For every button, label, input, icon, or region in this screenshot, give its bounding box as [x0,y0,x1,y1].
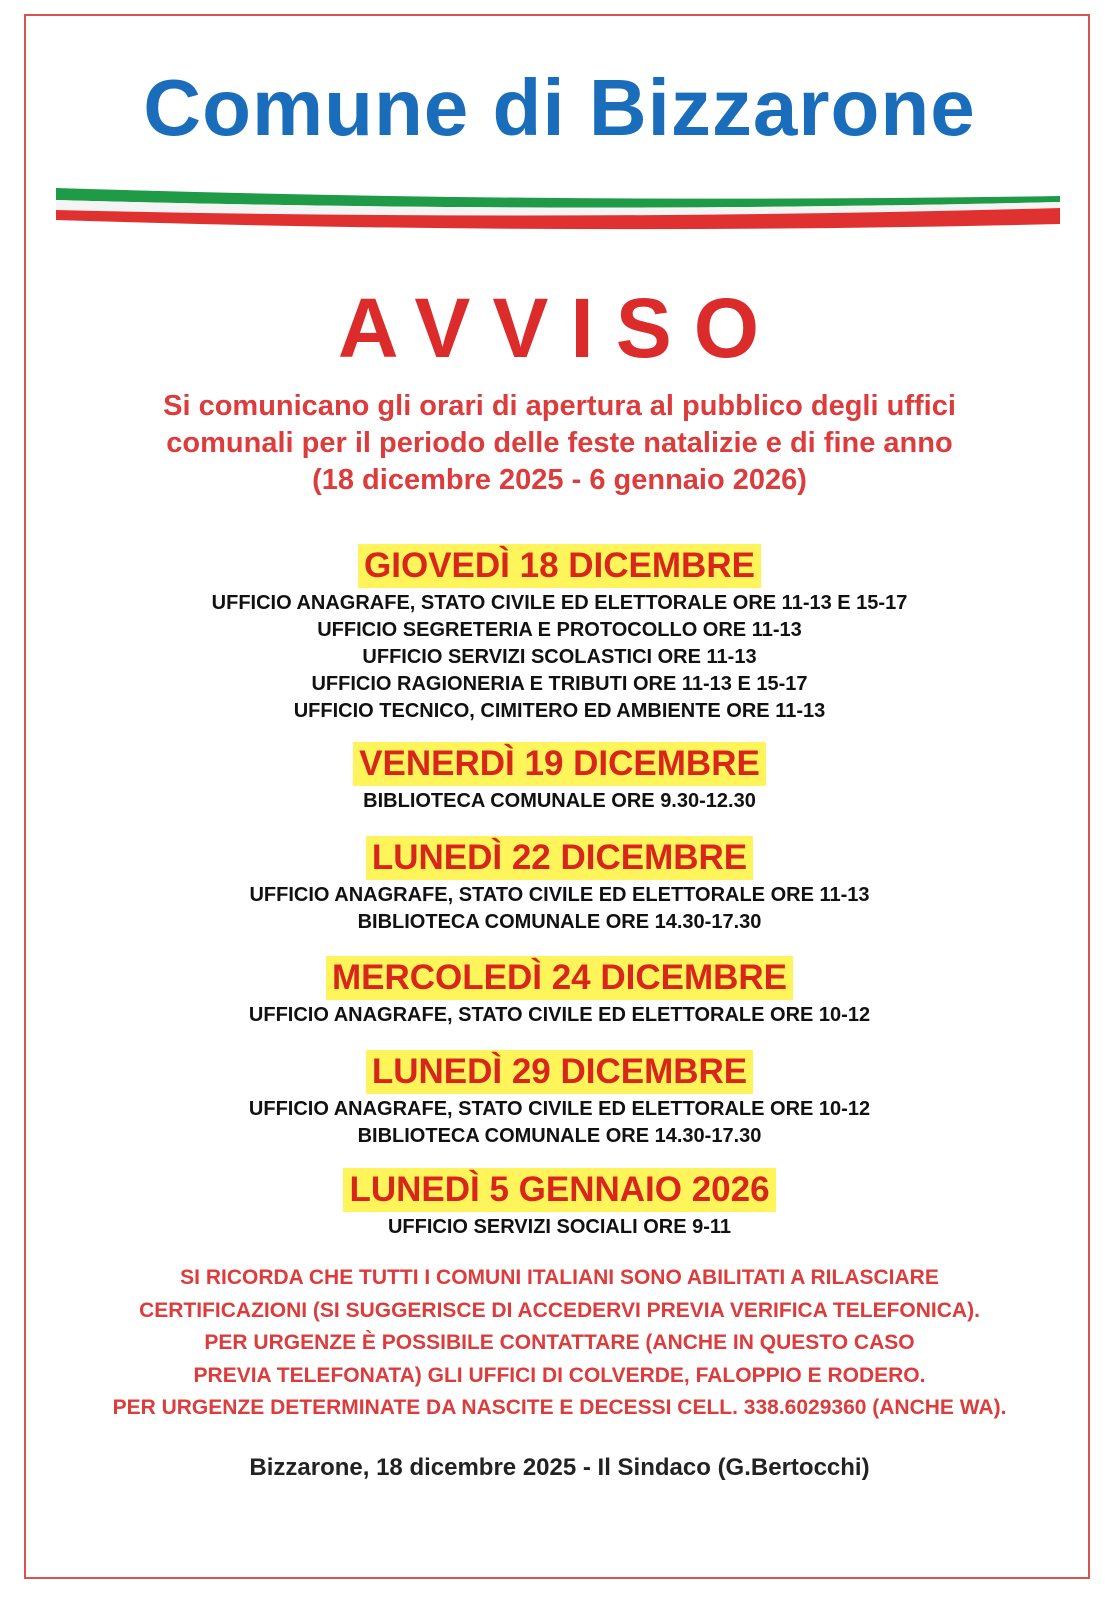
schedule-block-lunedi-29 [0,1050,1119,1150]
schedule-block-lunedi-22 [0,836,1119,936]
schedule-day-heading: MERCOLEDÌ 24 DICEMBRE [326,956,793,1000]
notice-line: CERTIFICAZIONI (SI SUGGERISCE DI ACCEDERVI PREVIA VERIFICA TELEFONICA). [139,1298,980,1322]
schedule-block-lunedi-5-gennaio [0,1168,1119,1241]
schedule-line: UFFICIO ANAGRAFE, STATO CIVILE ED ELETTORALE ORE 10-12 [248,1004,871,1026]
schedule-lines [0,590,1119,725]
schedule-block-giovedi-18 [0,544,1119,725]
notice-line: SI RICORDA CHE TUTTI I COMUNI ITALIANI SONO ABILITATI A RILASCIARE [180,1266,939,1289]
schedule-block-mercoledi-24 [0,956,1119,1029]
schedule-line: UFFICIO TECNICO, CIMITERO ED AMBIENTE ORE 11-13 [293,700,826,722]
schedule-line: BIBLIOTECA COMUNALE ORE 14.30-17.30 [357,1125,762,1147]
schedule-line: UFFICIO SERVIZI SCOLASTICI ORE 11-13 [362,646,757,668]
schedule-day-heading: LUNEDÌ 22 DICEMBRE [366,836,753,880]
schedule-lines [0,1002,1119,1029]
schedule-line: BIBLIOTECA COMUNALE ORE 9.30-12.30 [363,790,756,812]
schedule-line: UFFICIO ANAGRAFE, STATO CIVILE ED ELETTORALE ORE 11-13 E 15-17 [211,592,908,614]
intro-line: comunali per il periodo delle feste natalizie e di fine anno [166,427,953,459]
notice-line: PER URGENZE DETERMINATE DA NASCITE E DECESSI CELL. 338.6029360 (ANCHE WA). [112,1396,1007,1419]
italian-flag-ribbon [56,180,1060,240]
notice-line: PREVIA TELEFONATA) GLI UFFICI DI COLVERDE, FALOPPIO E RODERO. [193,1363,926,1387]
notice-text [40,1262,1079,1425]
notice-line: PER URGENZE È POSSIBILE CONTATTARE (ANCHE IN QUESTO CASO [204,1331,915,1354]
schedule-lines [0,1096,1119,1150]
schedule-line: BIBLIOTECA COMUNALE ORE 14.30-17.30 [357,911,762,933]
avviso-heading: AVVISO [337,281,782,375]
schedule-block-venerdi-19 [0,742,1119,815]
intro-text [40,388,1079,499]
signature-line: Bizzarone, 18 dicembre 2025 - Il Sindaco (G.Bertocchi) [249,1454,870,1481]
schedule-line: UFFICIO SEGRETERIA E PROTOCOLLO ORE 11-13 [317,619,802,641]
schedule-day-heading: LUNEDÌ 29 DICEMBRE [366,1050,753,1094]
page-title: Comune di Bizzarone [143,63,976,152]
intro-line: (18 dicembre 2025 - 6 gennaio 2026) [312,464,807,496]
schedule-line: UFFICIO ANAGRAFE, STATO CIVILE ED ELETTORALE ORE 11-13 [249,884,870,906]
schedule-day-heading: LUNEDÌ 5 GENNAIO 2026 [343,1168,775,1212]
schedule-day-heading: VENERDÌ 19 DICEMBRE [353,742,766,786]
schedule-lines [0,1214,1119,1241]
schedule-lines [0,882,1119,936]
schedule-day-heading: GIOVEDÌ 18 DICEMBRE [358,544,761,588]
schedule-lines [0,788,1119,815]
schedule-line: UFFICIO ANAGRAFE, STATO CIVILE ED ELETTORALE ORE 10-12 [248,1098,871,1120]
schedule-line: UFFICIO RAGIONERIA E TRIBUTI ORE 11-13 E 15-17 [311,673,808,695]
schedule-line: UFFICIO SERVIZI SOCIALI ORE 9-11 [387,1216,732,1238]
intro-line: Si comunicano gli orari di apertura al pubblico degli uffici [163,390,956,422]
